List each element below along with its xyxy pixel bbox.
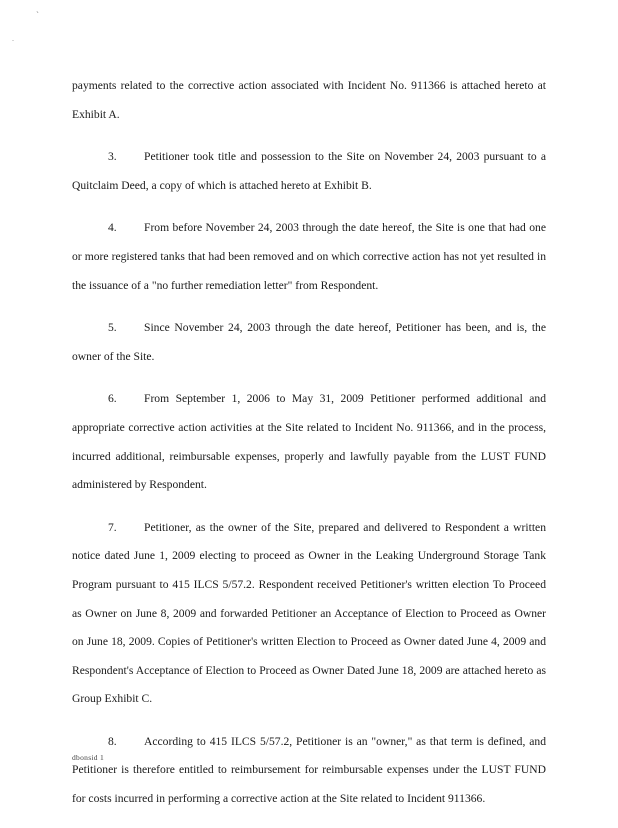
paragraph-number: 8.: [108, 734, 117, 748]
paragraph-text: Petitioner took title and possession to the Site on November 24, 2003 pursuant to a Quitclaim Deed, a copy of which is attached hereto at Exhibit B.: [72, 150, 546, 192]
numbered-paragraph: [72, 385, 546, 499]
scan-mark: `: [36, 10, 39, 20]
paragraph-text: From September 1, 2006 to May 31, 2009 Petitioner performed additional and appropriate corrective action activities at the Site related to Incident No. 911366, and in the process, incurred additional, reimbursable expenses, properly and lawfully payable from the LUST FUND administered by Respondent.: [72, 392, 546, 492]
paragraph-number: 6.: [108, 392, 117, 406]
paragraph-text: From before November 24, 2003 through the date hereof, the Site is one that had one or more registered tanks that had been removed and on which corrective action has not yet resulted in the issuance of a "no further remediation letter" from Respondent.: [72, 221, 546, 292]
paragraph-number: 4.: [108, 221, 117, 235]
paragraph-number: 5.: [108, 321, 117, 335]
paragraph-text: Since November 24, 2003 through the date hereof, Petitioner has been, and is, the owner of the Site.: [72, 321, 546, 363]
paragraph-text: According to 415 ILCS 5/57.2, Petitioner is an "owner," as that term is defined, and Petitioner is therefore entitled to reimbursement for reimbursable expenses under the LUST FUND for costs incurred in performing a corrective action at the Site related to Incident 911366.: [72, 734, 546, 806]
numbered-paragraph: [72, 728, 546, 814]
numbered-paragraph: [72, 514, 546, 714]
scan-mark: .: [12, 34, 14, 43]
numbered-paragraph: [72, 214, 546, 300]
document-footer-id: dbonsid 1: [72, 753, 105, 762]
numbered-paragraph: [72, 314, 546, 371]
paragraph-number: 3.: [108, 150, 117, 164]
paragraph-text: Petitioner, as the owner of the Site, prepared and delivered to Respondent a written notice dated June 1, 2009 electing to proceed as Owner in the Leaking Underground Storage Tank Program pursuant to 415 ILCS 5/57.2. Respondent received Petitioner's written election To Proceed as Owner on June 8, 2009 and forwarded Petitioner an Acceptance of Election to Proceed as Owner on June 18, 2009. Copies of Petitioner's written Election to Proceed as Owner dated June 4, 2009 and Respondent's Acceptance of Election to Proceed as Owner Dated June 18, 2009 are attached hereto as Group Exhibit C.: [72, 520, 546, 706]
document-body: [72, 72, 546, 828]
continued-paragraph: payments related to the corrective action associated with Incident No. 911366 is attached hereto at Exhibit A.: [72, 79, 546, 121]
paragraph-number: 7.: [108, 520, 117, 534]
numbered-paragraph: [72, 143, 546, 200]
